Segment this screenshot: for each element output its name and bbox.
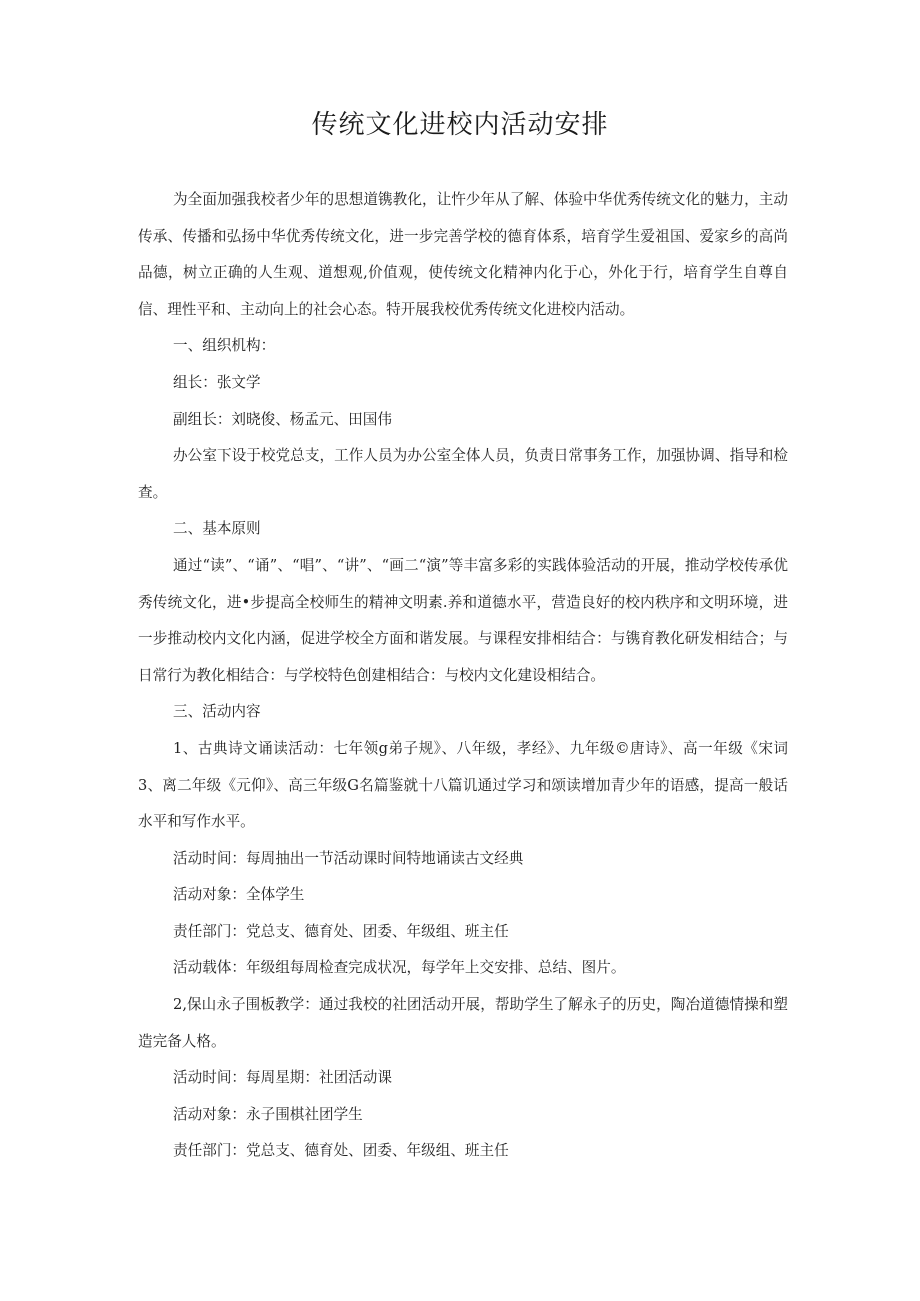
paragraph-activity-2-department: 责任部门：党总支、德育处、团委、年级组、班主任 [173,1142,509,1160]
paragraph-activity-2-target: 活动对象：永子围棋社团学生 [173,1105,363,1123]
paragraph-principles: 通过“读”、“诵”、“唱”、“讲”、“画二“演”等丰富多彩的实践体验活动的开展，推动学校传承优秀传统文化，进•步提高全校师生的精神文明素.养和道德水平，营造良好的校内秩序和文明环境，进一步推动校内文化内涵，促进学校全方面和谐发展。与课程安排相结合：与镌育教化研发相结合；与日常行为教化相结合：与学校特色创建相结合：与校内文化建设相结合。 [138,556,788,684]
paragraph-activity-1: 1、古典诗文诵读活动：七年领g弟子规》、八年级，孝经》、九年级©唐诗》、高一年级《宋词3、离二年级《元仰》、高三年级G名篇鉴就十八篇讥通过学习和颂读增加青少年的语感，提高一般话水平和写作水平。 [138,739,788,831]
paragraph-activity-2-time: 活动时间：每周星期：社团活动课 [173,1069,392,1087]
heading-organization: 一、组织机构： [173,337,276,355]
heading-principles: 二、基本原则 [173,520,261,538]
paragraph-activity-1-target: 活动对象：全体学生 [173,886,305,904]
paragraph-activity-1-department: 责任部门：党总支、德育处、团委、年级组、班主任 [173,922,509,940]
document-title: 传统文化进校内活动安排 [311,110,609,140]
paragraph-activity-1-time: 活动时间：每周抽出一节活动课时间特地诵读古文经典 [173,849,524,867]
paragraph-leader: 组长：张文学 [173,373,261,391]
paragraph-activity-2: 2,保山永子围板教学：通过我校的社团活动开展，帮助学生了解永子的历史，陶冶道德情操和塑造完备人格。 [138,996,788,1050]
heading-activities: 三、活动内容 [173,703,261,721]
document-body [138,182,788,1170]
paragraph-office: 办公室下设于校党总支，工作人员为办公室全体人员，负责日常事务工作，加强协调、指导和检查。 [138,447,788,501]
paragraph-activity-1-carrier: 活动载体：年级组每周检查完成状况，每学年上交安排、总结、图片。 [173,959,626,977]
paragraph-deputy-leaders: 副组长：刘晓俊、杨孟元、田国伟 [173,410,392,428]
paragraph-intro: 为全面加强我校者少年的思想道镌教化，让忤少年从了解、体验中华优秀传统文化的魅力，主动传承、传播和弘扬中华优秀传统文化，进一步完善学校的德育体系，培育学生爱祖国、爱家乡的高尚品德，树立正确的人生观、道想观,价值观，使传统文化精神内化于心，外化于行，培育学生自尊自信、理性平和、主动向上的社会心态。特开展我校优秀传统文化进校内活动。 [138,191,788,318]
